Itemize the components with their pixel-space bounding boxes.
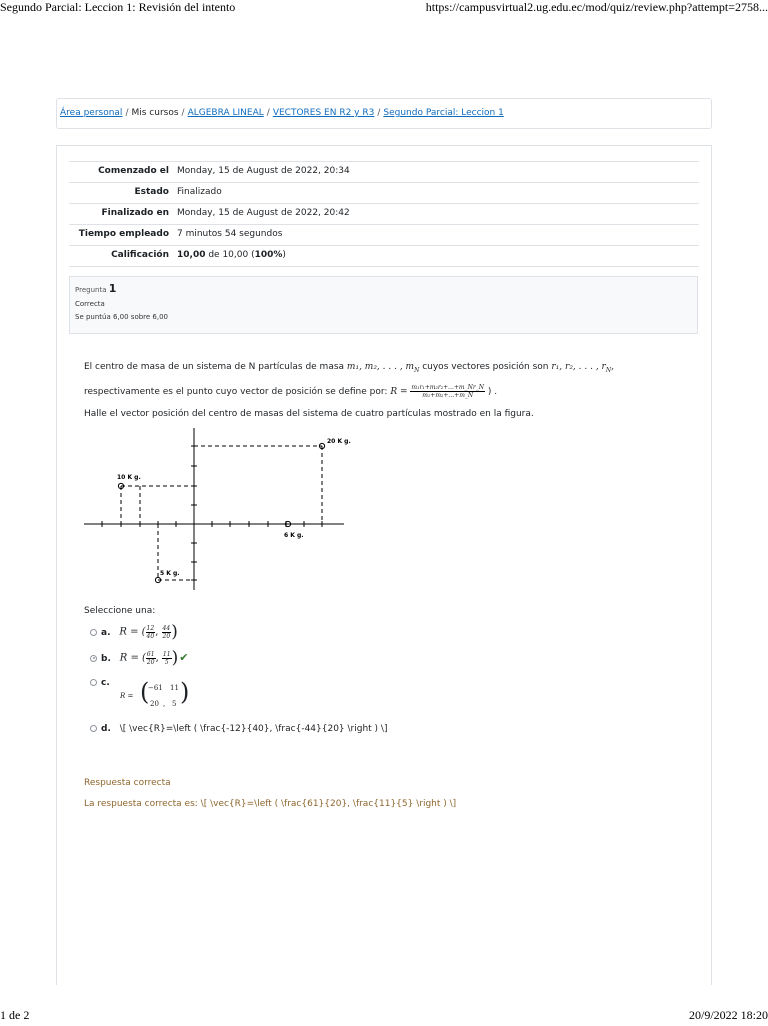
matrix-cell: −61 (148, 684, 163, 692)
particles-figure (84, 426, 364, 596)
fraction-numerator: 44 (162, 624, 171, 632)
print-datetime: 20/9/2022 18:20 (688, 1008, 768, 1022)
question-prefix: Pregunta (75, 286, 107, 294)
fraction-numerator: 61 (146, 650, 155, 658)
summary-label: Calificación (69, 246, 173, 267)
breadcrumb-quiz[interactable]: Segundo Parcial: Leccion 1 (383, 108, 504, 118)
label-5kg: 5 K g. (160, 570, 180, 577)
vector-label: R = ( (119, 652, 146, 664)
question-number-value: 1 (108, 282, 117, 295)
question-mark: Se puntúa 6,00 sobre 6,00 (75, 313, 169, 321)
matrix-cell: 5 (172, 700, 177, 708)
vector-r-symbol: R = (120, 692, 134, 700)
print-header-url: https://campusvirtual2.ug.edu.ec/mod/quiz/review.php?attempt=2758... (425, 0, 768, 14)
summary-label: Tiempo empleado (69, 225, 173, 246)
fraction-denominator: 20 (146, 658, 155, 666)
label-6kg: 6 K g. (284, 532, 304, 539)
fraction-denominator: 40 (146, 632, 155, 640)
matrix-comma: , (163, 700, 166, 708)
option-letter: b. (101, 653, 111, 664)
grade-close: ) (282, 250, 286, 260)
r-vector-symbol: R = (390, 387, 408, 397)
summary-row-state (69, 183, 699, 204)
option-letter: d. (101, 724, 111, 734)
label-10kg: 10 K g. (117, 474, 141, 481)
question-info (69, 276, 698, 334)
close-paren: ) (171, 648, 179, 668)
summary-value: Monday, 15 de August de 2022, 20:34 (173, 162, 699, 183)
fraction-numerator: 11 (162, 650, 171, 658)
masses-text: m₁, m₂, . . . , m (346, 362, 415, 372)
option-a-math: R = ( $\frac{12}{40}$ , $\frac{44}{20}$ ) (119, 622, 178, 642)
check-icon: ✔ (179, 650, 189, 664)
breadcrumb-section[interactable]: VECTORES EN R2 y R3 (272, 108, 375, 118)
print-footer (0, 1008, 768, 1026)
radio-a[interactable] (90, 629, 97, 636)
summary-label: Finalizado en (69, 204, 173, 225)
question-text-line3: Halle el vector posición del centro de masas del sistema de cuatro partículas mostrado en la figura. (84, 409, 534, 419)
breadcrumb-separator: / (266, 108, 270, 118)
fraction-denominator: 20 (162, 632, 171, 640)
masses-subscript: N (414, 366, 420, 374)
close-paren: ) (180, 678, 190, 706)
fraction (146, 625, 156, 640)
question-number (75, 282, 692, 295)
vectors-expression: r₁, r₂, . . . , $r_N$, (551, 362, 614, 374)
summary-value: Monday, 15 de August de 2022, 20:42 (173, 204, 699, 225)
breadcrumb-area-personal[interactable]: Área personal (60, 108, 123, 118)
breadcrumb-mis-cursos: Mis cursos (131, 108, 179, 118)
answer-option-b[interactable] (90, 648, 188, 668)
matrix-cell: 11 (170, 684, 179, 692)
radio-d[interactable] (90, 725, 97, 732)
breadcrumb-separator: / (125, 108, 129, 118)
print-header (0, 0, 768, 18)
summary-grade-value (173, 246, 699, 267)
option-d-text: \[ \vec{R}=\left ( \frac{-12}{40}, \frac{-44}{20} \right ) \] (119, 724, 388, 734)
radio-b-selected[interactable] (90, 655, 97, 662)
answer-option-a[interactable] (90, 622, 178, 642)
question-state: Correcta (75, 300, 105, 308)
grade-score: 10,00 (177, 250, 206, 260)
grade-percent: 100% (254, 250, 283, 260)
print-header-title: Segundo Parcial: Leccion 1: Revisión del intento (0, 0, 236, 14)
masses-expression (347, 362, 419, 372)
formula-denominator: m₁+m₂+...+m_N (422, 392, 474, 399)
answer-option-c[interactable] (90, 678, 190, 714)
label-20kg: 20 K g. (327, 438, 351, 445)
close-paren: ) (171, 622, 178, 642)
option-b-math: R = ( $\frac{61}{20}$ , $\frac{11}{5}$ )✔ (119, 648, 189, 668)
question-text: cuyos vectores posición son (422, 362, 549, 372)
fraction (146, 651, 156, 666)
guide-lines (121, 446, 322, 580)
summary-row-started (69, 162, 699, 183)
fraction (162, 651, 172, 666)
formula-numerator: m₁r₁+m₂r₂+...+m_Nr_N (411, 384, 484, 391)
summary-value: 7 minutos 54 segundos (173, 225, 699, 246)
question-text: ) . (487, 387, 498, 397)
summary-label: Estado (69, 183, 173, 204)
feedback-status: Respuesta correcta (84, 778, 171, 788)
question-text-line1 (84, 362, 614, 374)
fraction (162, 625, 172, 640)
center-of-mass-formula (410, 384, 485, 399)
attempt-summary-table (69, 161, 699, 267)
open-paren: ( (140, 678, 150, 706)
fraction-denominator: 5 (164, 658, 169, 666)
summary-row-finished (69, 204, 699, 225)
select-one-label: Seleccione una: (84, 606, 156, 616)
vectors-text: r₁, r₂, . . . , r (551, 362, 606, 372)
matrix-cell: 20 (150, 700, 159, 708)
summary-row-time (69, 225, 699, 246)
question-text: El centro de masa de un sistema de N partículas de masa (84, 362, 345, 372)
question-text-line2 (84, 384, 497, 399)
answer-option-d[interactable] (90, 724, 387, 744)
vector-label: R = ( (119, 626, 146, 638)
summary-value: Finalizado (173, 183, 699, 204)
breadcrumb (56, 98, 712, 129)
grade-total: de 10,00 ( (205, 250, 255, 260)
option-letter: c. (101, 678, 110, 688)
radio-c[interactable] (90, 679, 97, 686)
page-counter: 1 de 2 (0, 1008, 30, 1022)
breadcrumb-separator: / (181, 108, 185, 118)
feedback-correct-answer: La respuesta correcta es: \[ \vec{R}=\left ( \frac{61}{20}, \frac{11}{5} \right ) \] (84, 799, 457, 809)
breadcrumb-separator: / (377, 108, 381, 118)
question-text: respectivamente es el punto cuyo vector de posición se define por: (84, 387, 388, 397)
summary-row-grade (69, 246, 699, 267)
option-letter: a. (101, 627, 111, 638)
fraction-numerator: 12 (146, 624, 155, 632)
vectors-subscript: N (605, 366, 612, 374)
summary-label: Comenzado el (69, 162, 173, 183)
breadcrumb-course[interactable]: ALGEBRA LINEAL (187, 108, 264, 118)
